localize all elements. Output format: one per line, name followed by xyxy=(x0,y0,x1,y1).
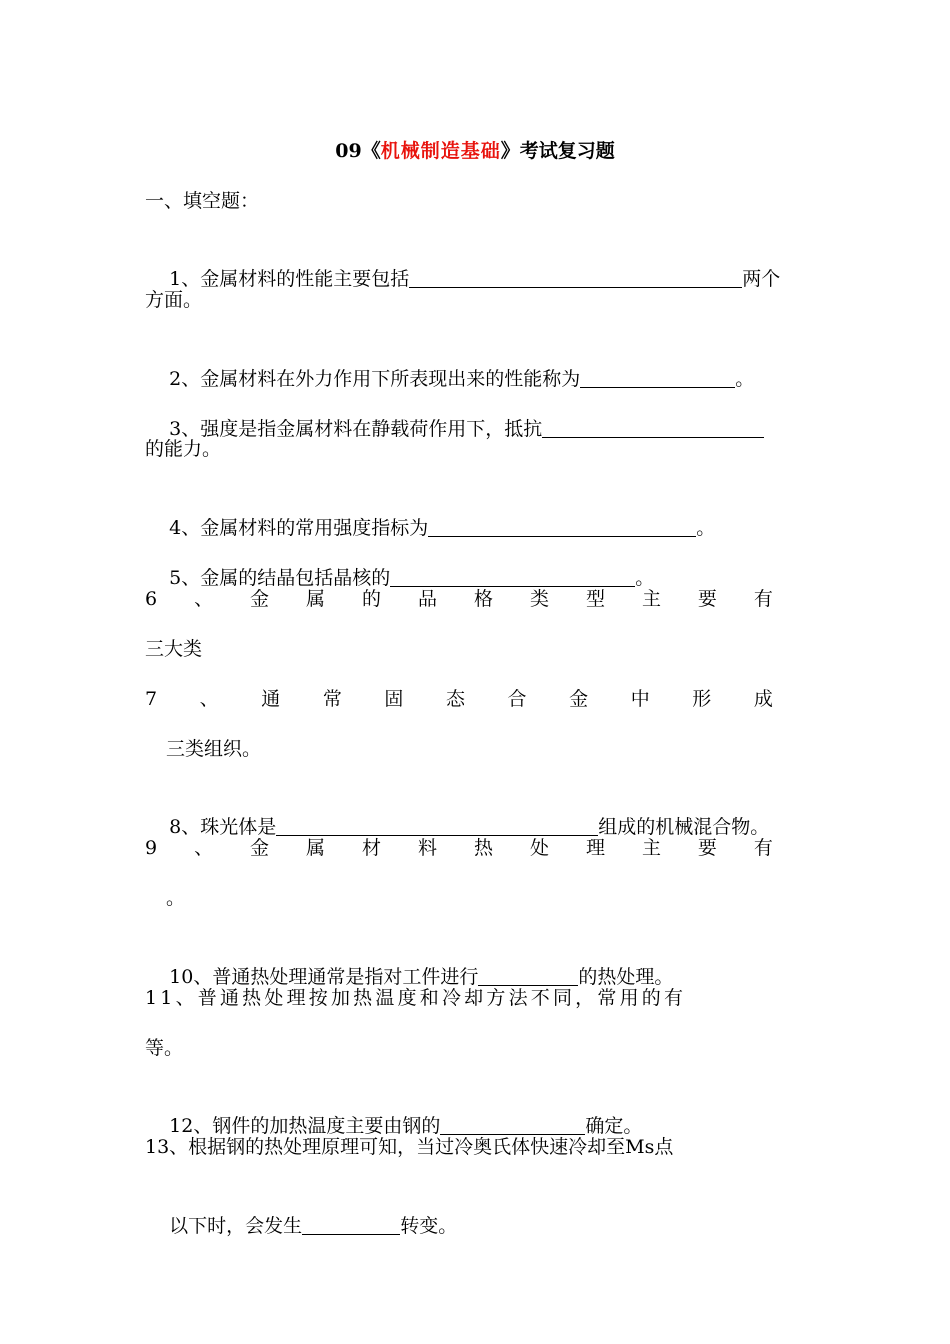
question-char: 有 xyxy=(753,837,773,859)
question-12: 12、钢件的加热温度主要由钢的 确定。 xyxy=(169,1115,643,1137)
question-13: 13、根据钢的热处理原理可知，当过冷奥氏体快速冷却至Ms点 xyxy=(145,1136,674,1158)
question-char: 主 xyxy=(641,588,661,610)
question-char: 态 xyxy=(445,688,465,710)
question-char: 、 xyxy=(194,837,214,859)
question-3-continued: 的能力。 xyxy=(145,438,222,460)
question-11-continued: 等。 xyxy=(145,1037,184,1059)
title-subject: 机械制造基础 xyxy=(380,140,501,162)
question-9-continued: 。 xyxy=(166,887,186,909)
question-4: 4、金属材料的常用强度指标为 。 xyxy=(169,517,716,539)
title-suffix: 》考试复习题 xyxy=(500,140,615,162)
answer-blank-12[interactable] xyxy=(440,1114,585,1135)
question-11: 11、普通热处理按加热温度和冷却方法不同，常用的有 xyxy=(145,987,687,1009)
question-1: 1、金属材料的性能主要包括 两个 xyxy=(169,268,781,290)
question-char: 属 xyxy=(306,837,326,859)
answer-blank-1[interactable] xyxy=(409,267,742,288)
question-6-continued: 三大类 xyxy=(145,638,203,660)
question-char: 处 xyxy=(529,837,549,859)
section-heading: 一、填空题： xyxy=(145,190,260,212)
question-char: 理 xyxy=(585,837,605,859)
question-char: 、 xyxy=(199,688,219,710)
question-char: 7 xyxy=(145,688,158,710)
question-char: 料 xyxy=(418,837,438,859)
question-char: 形 xyxy=(692,688,712,710)
question-char: 常 xyxy=(322,688,342,710)
answer-blank-8[interactable] xyxy=(276,815,598,836)
question-char: 通 xyxy=(261,688,281,710)
question-7-continued: 三类组织。 xyxy=(166,738,262,760)
question-char: 金 xyxy=(250,837,270,859)
question-char: 固 xyxy=(384,688,404,710)
question-char: 9 xyxy=(145,837,158,859)
question-2: 2、金属材料在外力作用下所表现出来的性能称为 。 xyxy=(169,368,755,390)
answer-blank-2[interactable] xyxy=(580,367,735,388)
question-3: 3、强度是指金属材料在静载荷作用下，抵抗 xyxy=(145,386,764,414)
answer-blank-5[interactable] xyxy=(390,566,635,587)
question-char: 主 xyxy=(641,837,661,859)
question-5: 5、金属的结晶包括晶核的 。 xyxy=(169,567,655,589)
answer-blank-13[interactable] xyxy=(302,1214,400,1235)
question-char: 类 xyxy=(529,588,549,610)
question-10: 10、普通热处理通常是指对工件进行 的热处理。 xyxy=(169,966,674,988)
question-8: 8、珠光体是 组成的机械混合物。 xyxy=(169,816,770,838)
page-title xyxy=(0,136,950,166)
question-9 xyxy=(145,834,773,862)
question-char: 要 xyxy=(697,588,717,610)
question-char: 、 xyxy=(194,588,214,610)
question-char: 金 xyxy=(569,688,589,710)
answer-blank-3[interactable] xyxy=(542,417,764,438)
title-prefix: 09《 xyxy=(335,140,381,162)
question-char: 的 xyxy=(362,588,382,610)
question-6 xyxy=(145,585,773,613)
answer-blank-4[interactable] xyxy=(428,516,696,537)
question-char: 金 xyxy=(250,588,270,610)
question-char: 要 xyxy=(697,837,717,859)
question-13-continued: 以下时，会发生 转变。 xyxy=(169,1215,458,1237)
question-char: 热 xyxy=(473,837,493,859)
question-7 xyxy=(145,685,773,713)
answer-blank-10[interactable] xyxy=(478,965,578,986)
question-1-continued: 方面。 xyxy=(145,289,203,311)
question-char: 属 xyxy=(306,588,326,610)
question-char: 品 xyxy=(418,588,438,610)
question-char: 有 xyxy=(753,588,773,610)
question-char: 中 xyxy=(630,688,650,710)
question-char: 合 xyxy=(507,688,527,710)
question-char: 格 xyxy=(473,588,493,610)
question-char: 材 xyxy=(362,837,382,859)
question-char: 成 xyxy=(753,688,773,710)
question-char: 6 xyxy=(145,588,158,610)
question-char: 型 xyxy=(585,588,605,610)
